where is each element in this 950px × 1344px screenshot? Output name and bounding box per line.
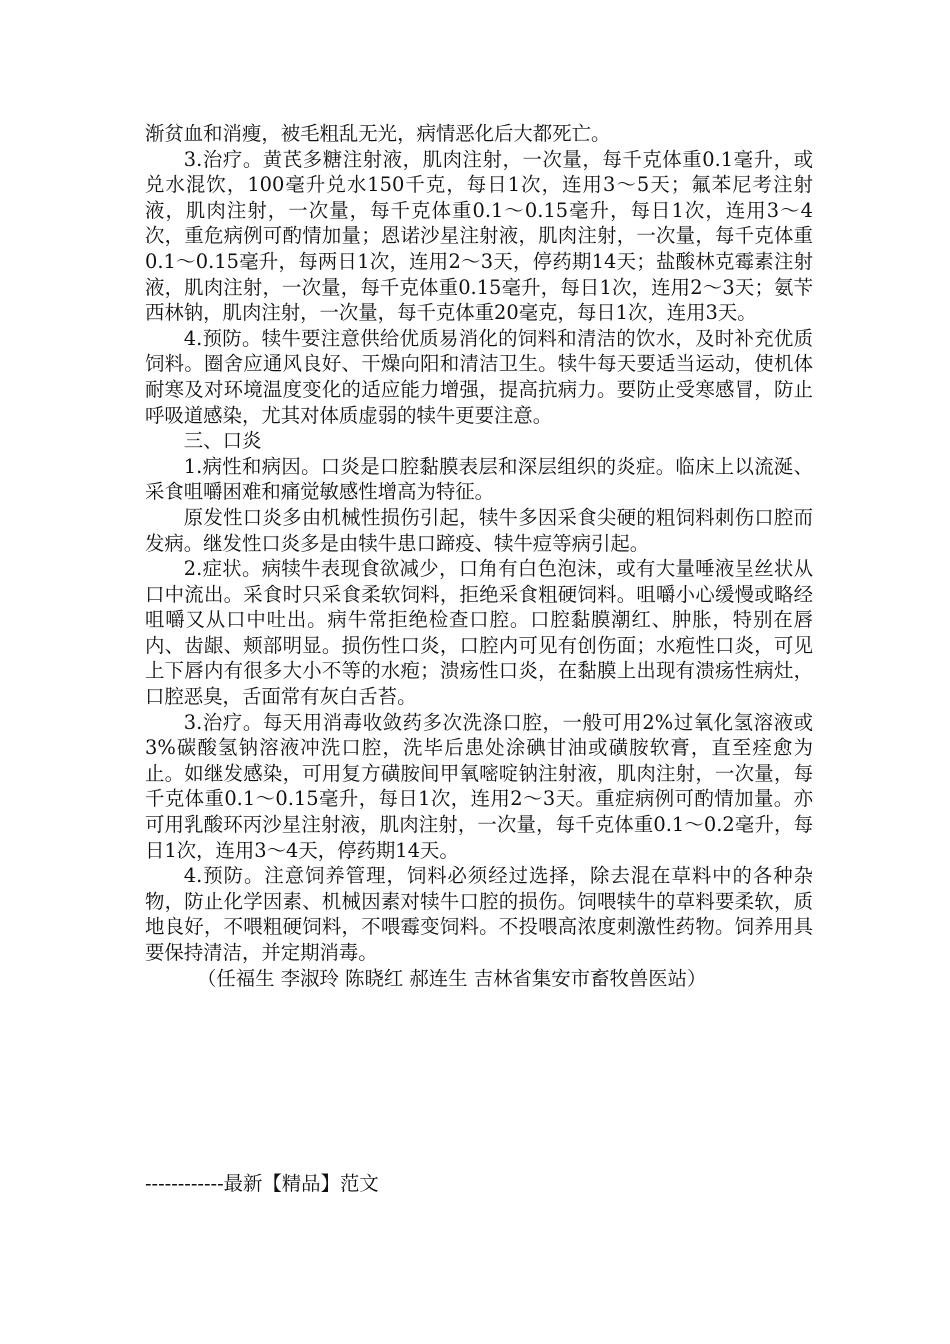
paragraph-primary-secondary: 原发性口炎多由机械性损伤引起，犊牛多因采食尖硬的粗饲料刺伤口腔而发病。继发性口炎多是由犊牛患口蹄疫、犊牛痘等病引起。 — [145, 505, 813, 555]
paragraph-treatment-2: 3.治疗。每天用消毒收敛药多次洗涤口腔，一般可用2%过氧化氢溶液或3%碳酸氢钠溶液冲洗口腔，洗毕后患处涂碘甘油或磺胺软膏，直至痊愈为止。如继发感染，可用复方磺胺间甲氧嘧啶钠注射液，肌肉注射，一次量，每千克体重0.1～0.15毫升，每日1次，连用2～3天。重症病例可酌情加量。亦可用乳酸环丙沙星注射液，肌肉注射，一次量，每千克体重0.1～0.2毫升，每日1次，连用3～4天，停药期14天。 — [145, 710, 813, 862]
section-heading-stomatitis: 三、口炎 — [183, 429, 262, 453]
paragraph-prevention-1: 4.预防。犊牛要注意供给优质易消化的饲料和清洁的饮水，及时补充优质饲料。圈舍应通风良好、干燥向阳和清洁卫生。犊牛每天要适当运动，使机体耐寒及对环境温度变化的适应能力增强，提高抗病力。要防止受寒感冒，防止呼吸道感染，尤其对体质虚弱的犊牛更要注意。 — [145, 326, 813, 427]
paragraph-treatment-1: 3.治疗。黄芪多糖注射液，肌肉注射，一次量，每千克体重0.1毫升，或兑水混饮，100毫升兑水150千克，每日1次，连用3～5天；氟苯尼考注射液，肌肉注射，一次量，每千克体重0.1～0.15毫升，每日1次，连用3～4次，重危病例可酌情加量；恩诺沙星注射液，肌肉注射，一次量，每千克体重0.1～0.15毫升，每两日1次，连用2～3天，停药期14天；盐酸林克霉素注射液，肌肉注射，一次量，每千克体重0.15毫升，每日1次，连用2～3天；氨苄西林钠，肌肉注射，一次量，每千克体重20毫克，每日1次，连用3天。 — [145, 147, 813, 325]
page-footer: ------------最新【精品】范文 — [145, 1172, 379, 1195]
paragraph-etiology: 1.病性和病因。口炎是口腔黏膜表层和深层组织的炎症。临床上以流涎、采食咀嚼困难和痛觉敏感性增高为特征。 — [145, 454, 813, 504]
document-body — [145, 121, 813, 991]
paragraph-continuation: 渐贫血和消瘦，被毛粗乱无光，病情恶化后大都死亡。 — [145, 122, 611, 145]
paragraph-symptoms: 2.症状。病犊牛表现食欲减少，口角有白色泡沫，或有大量唾液呈丝状从口中流出。采食时只采食柔软饲料，拒绝采食粗硬饲料。咀嚼小心缓慢或略经咀嚼又从口中吐出。病牛常拒绝检查口腔。口腔黏膜潮红、肿胀，特别在唇内、齿龈、颊部明显。损伤性口炎，口腔内可见有创伤面；水疱性口炎，可见上下唇内有很多大小不等的水疱；溃疡性口炎，在黏膜上出现有溃疡性病灶，口腔恶臭，舌面常有灰白舌苔。 — [145, 557, 813, 709]
author-signature: （任福生 李淑玲 陈晓红 郝连生 吉林省集安市畜牧兽医站） — [197, 966, 707, 990]
paragraph-prevention-2: 4.预防。注意饲养管理，饲料必须经过选择，除去混在草料中的各种杂物，防止化学因素、机械因素对犊牛口腔的损伤。饲喂犊牛的草料要柔软，质地良好，不喂粗硬饲料，不喂霉变饲料。不投喂高浓度刺激性药物。饲养用具要保持清洁，并定期消毒。 — [145, 864, 813, 964]
